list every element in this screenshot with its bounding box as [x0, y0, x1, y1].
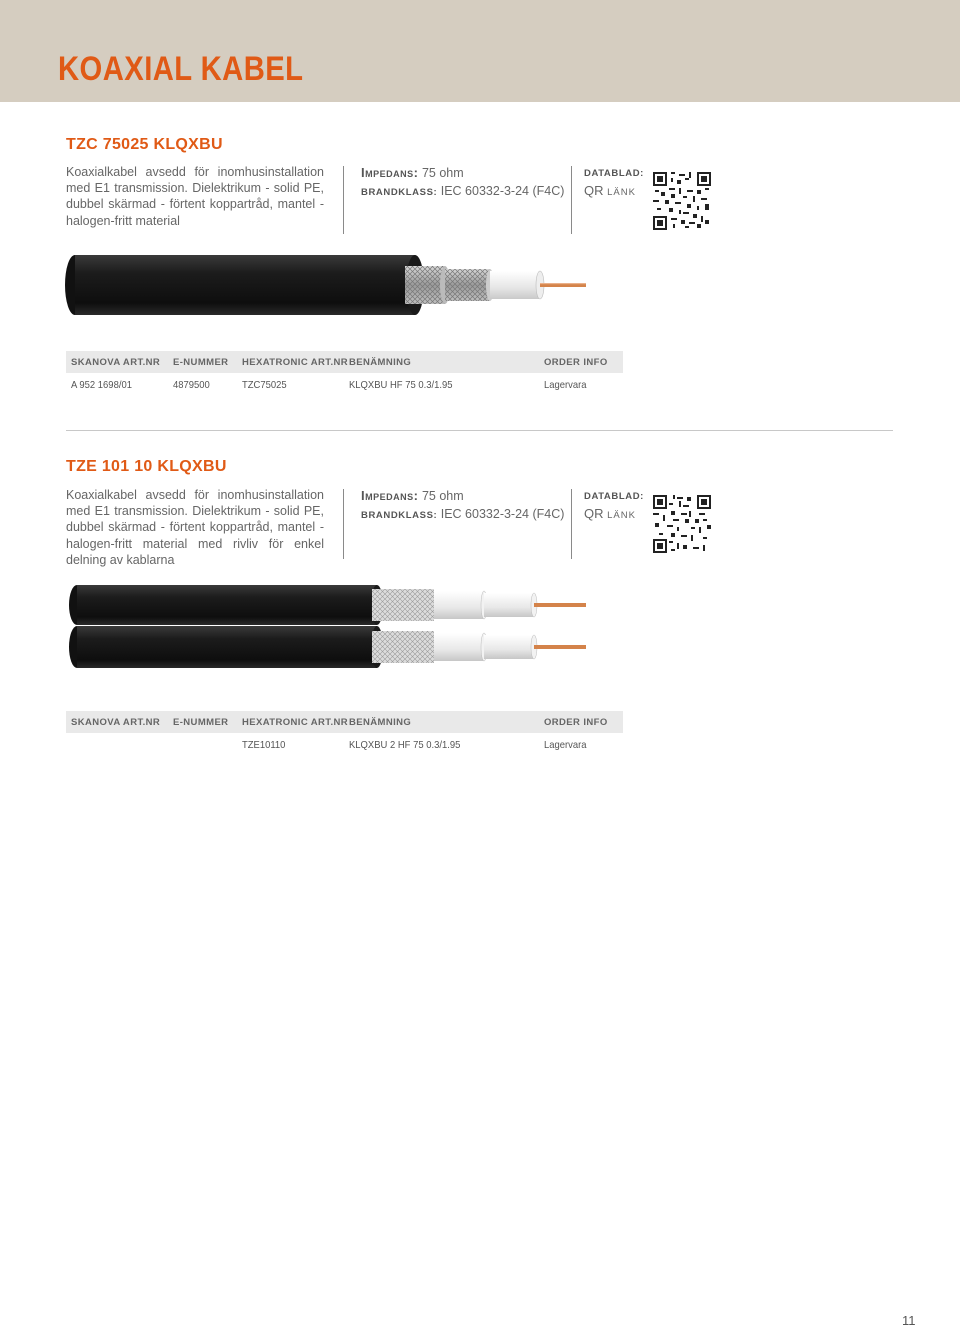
page-number: 11 [902, 1313, 916, 1328]
impedance-label: Impedans: [361, 488, 419, 503]
qr-text: QR [584, 183, 604, 198]
product-title: TZE 101 10 KLQXBU [66, 458, 227, 475]
fire-class-value: IEC 60332-3-24 (F4C) [440, 184, 565, 198]
table-row [66, 373, 623, 395]
col-order: ORDER INFO [544, 717, 608, 728]
datasheet-label: DATABLAD: [584, 168, 644, 179]
qr-text: QR [584, 506, 604, 521]
col-enummer: E-NUMMER [173, 357, 229, 368]
article-table [66, 711, 623, 755]
fire-class-spec [361, 184, 564, 198]
product-title: TZC 75025 KLQXBU [66, 136, 223, 153]
cell-enummer: 4879500 [173, 379, 210, 391]
impedance-label: Impedans: [361, 165, 419, 180]
fire-class-value: IEC 60332-3-24 (F4C) [440, 507, 565, 521]
table-row [66, 733, 623, 755]
table-header [66, 351, 623, 373]
article-table [66, 351, 623, 395]
table-header [66, 711, 623, 733]
datasheet-label: DATABLAD: [584, 491, 644, 502]
product-description: Koaxialkabel avsedd för inomhusinstallation med E1 transmission. Dielektrikum - solid PE, dubbel skärmad - förtent koppartråd, mantel - halogen-fritt material [66, 165, 324, 228]
cell-benamning: KLQXBU HF 75 0.3/1.95 [349, 379, 453, 391]
link-text: LÄNK [607, 510, 636, 521]
cell-order: Lagervara [544, 739, 587, 751]
link-text: LÄNK [607, 187, 636, 198]
impedance-value: 75 ohm [421, 489, 464, 503]
impedance-spec [361, 165, 464, 180]
qr-link[interactable] [584, 183, 636, 198]
cell-hexatronic: TZE10110 [242, 739, 286, 751]
cell-skanova: A 952 1698/01 [71, 379, 132, 391]
divider-vertical [571, 166, 572, 234]
cell-order: Lagervara [544, 379, 587, 391]
col-order: ORDER INFO [544, 357, 608, 368]
col-benamning: BENÄMNING [349, 717, 412, 728]
twin-coax-cable-image [60, 584, 620, 674]
cell-hexatronic: TZC75025 [242, 379, 287, 391]
coax-cable-image [60, 254, 620, 316]
fire-class-label: BRANDKLASS: [361, 187, 438, 198]
fire-class-spec [361, 507, 564, 521]
divider-vertical [343, 489, 344, 559]
col-hexatronic: HEXATRONIC ART.NR [242, 717, 349, 728]
col-skanova: SKANOVA ART.NR [71, 717, 161, 728]
col-skanova: SKANOVA ART.NR [71, 357, 161, 368]
page-title: KOAXIAL KABEL [58, 50, 304, 88]
divider-vertical [343, 166, 344, 234]
divider-vertical [571, 489, 572, 559]
col-hexatronic: HEXATRONIC ART.NR [242, 357, 349, 368]
impedance-value: 75 ohm [421, 166, 464, 180]
qr-link[interactable] [584, 506, 636, 521]
qr-code-icon[interactable] [653, 495, 711, 553]
section-divider [66, 430, 893, 431]
impedance-spec [361, 488, 464, 503]
cell-benamning: KLQXBU 2 HF 75 0.3/1.95 [349, 739, 461, 751]
col-enummer: E-NUMMER [173, 717, 229, 728]
qr-code-icon[interactable] [653, 172, 711, 230]
fire-class-label: BRANDKLASS: [361, 510, 438, 521]
col-benamning: BENÄMNING [349, 357, 412, 368]
product-description: Koaxialkabel avsedd för inomhusinstallation med E1 transmission. Dielektrikum - solid PE, dubbel skärmad - förtent koppartråd, mantel - halogen-fritt material med rivliv för enkel delning av kablarna [66, 488, 324, 567]
